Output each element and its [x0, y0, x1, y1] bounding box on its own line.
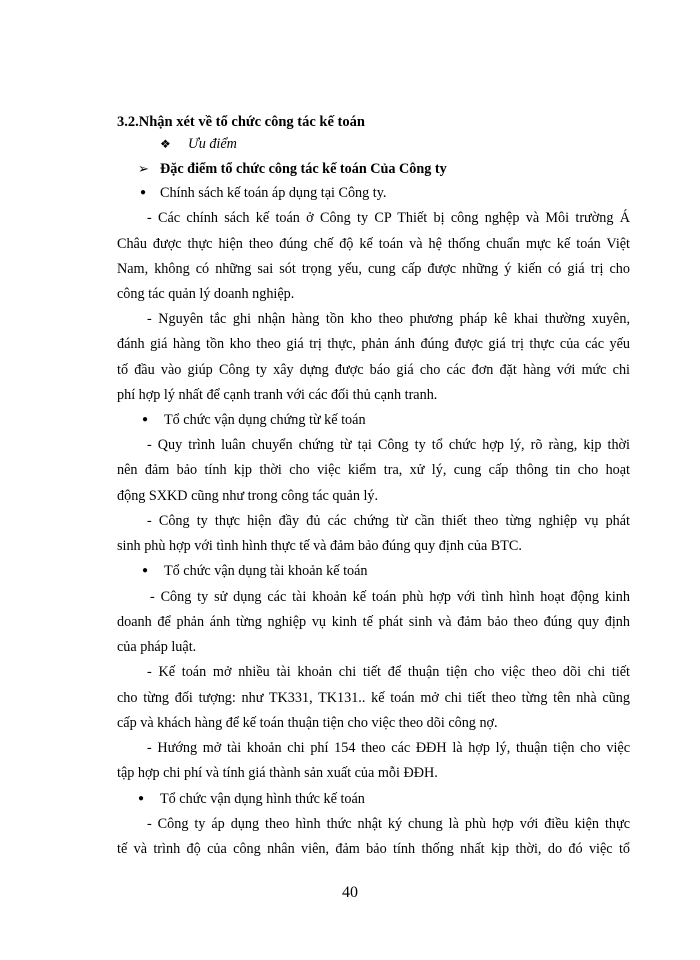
paragraph-line: Nam, không có những sai sót trọng yếu, cung cấp được những ý kiến có giá trị cho — [117, 261, 630, 277]
paragraph-line: Châu được thực hiện theo đúng chế độ kế toán và hệ thống chuẩn mực kế toán Việt — [117, 236, 630, 252]
paragraph-line: - Công ty thực hiện đầy đủ các chứng từ cần thiết theo từng nghiệp vụ phát — [147, 513, 630, 529]
paragraph-line: đánh giá hàng tồn kho theo giá trị thực, phản ánh đúng được giá trị thực của các yếu — [117, 336, 630, 352]
paragraph-line: - Công ty áp dụng theo hình thức nhật ký chung là phù hợp với điều kiện thực — [147, 816, 630, 832]
paragraph-line: nên đảm bảo tính kịp thời cho việc kiểm tra, xử lý, cung cấp thông tin cho hoạt — [117, 462, 630, 478]
paragraph-line: doanh để phản ánh từng nghiệp vụ kinh tế phát sinh và đảm bảo theo đúng quy định — [117, 614, 630, 630]
bullet-icon: ● — [140, 187, 147, 198]
paragraph-line: - Các chính sách kế toán ở Công ty CP Thiết bị công nghệp và Môi trường Á — [147, 210, 630, 226]
paragraph-line: - Nguyên tắc ghi nhận hàng tồn kho theo phương pháp kê khai thường xuyên, — [147, 311, 630, 327]
paragraph-line: động SXKD cũng như trong công tác quản lý. — [117, 488, 379, 504]
paragraph-line: cho từng đối tượng: như TK331, TK131.. kế toán mở chi tiết theo từng tên nhà cũng — [117, 690, 630, 706]
bullet-accounting-policy: Chính sách kế toán áp dụng tại Công ty. — [160, 185, 387, 201]
bullet-form: Tổ chức vận dụng hình thức kế toán — [160, 791, 365, 807]
paragraph-line: tập hợp chi phí và tính giá thành sản xuất của mỗi ĐĐH. — [117, 765, 438, 781]
page-number: 40 — [342, 884, 358, 901]
paragraph-line: cấp và khách hàng để kế toán thuận tiện cho việc theo dõi công nợ. — [117, 715, 498, 731]
paragraph-line: - Kế toán mở nhiều tài khoản chi tiết để thuận tiện cho việc theo dõi chi tiết — [147, 664, 630, 680]
bullet-vouchers: Tổ chức vận dụng chứng từ kế toán — [164, 412, 366, 428]
paragraph-line: sinh phù hợp với tình hình thực tế và đảm bảo đúng quy định của BTC. — [117, 538, 522, 554]
bullet-icon: ● — [142, 414, 149, 425]
paragraph-line: tế và trình độ của công nhân viên, đảm bảo tính thống nhất kịp thời, do đó việc tổ — [117, 841, 630, 857]
paragraph-line: công tác quản lý doanh nghiệp. — [117, 286, 295, 302]
arrow-bullet-icon: ➢ — [138, 161, 149, 176]
advantages-label: Ưu điểm — [188, 136, 237, 152]
paragraph-line: - Công ty sử dụng các tài khoản kế toán phù hợp với tình hình hoạt động kinh — [150, 589, 630, 605]
sub-heading: Đặc điểm tổ chức công tác kế toán Của Công ty — [160, 161, 447, 177]
paragraph-line: của pháp luật. — [117, 639, 197, 655]
bullet-icon: ● — [142, 565, 149, 576]
paragraph-line: - Quy trình luân chuyển chứng từ tại Công ty tổ chức hợp lý, rõ ràng, kịp thời — [147, 437, 630, 453]
paragraph-line: phí hợp lý nhất để cạnh tranh với các đối thủ cạnh tranh. — [117, 387, 438, 403]
bullet-icon: ● — [138, 793, 145, 804]
diamond-bullet-icon: ❖ — [160, 137, 171, 151]
paragraph-line: tố đầu vào giúp Công ty xây dựng được báo giá cho các đơn đặt hàng với mức chi — [117, 362, 630, 378]
section-title: 3.2.Nhận xét về tổ chức công tác kế toán — [117, 114, 365, 130]
bullet-accounts: Tổ chức vận dụng tài khoản kế toán — [164, 563, 368, 579]
paragraph-line: - Hướng mở tài khoản chi phí 154 theo các ĐĐH là hợp lý, thuận tiện cho việc — [147, 740, 630, 756]
